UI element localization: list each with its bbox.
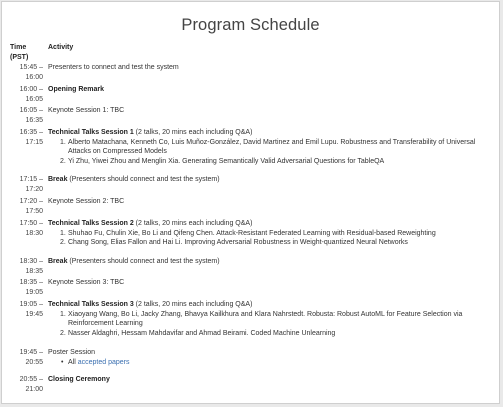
- row-activity: Break (Presenters should connect and test the system): [48, 258, 220, 265]
- accepted-papers-link[interactable]: accepted papers: [77, 358, 130, 366]
- row-activity: Keynote Session 3: TBC: [48, 279, 125, 286]
- column-header-time: Time (PST): [10, 44, 29, 61]
- talk-item: 1. Shuhao Fu, Chulin Xie, Bo Li and Qifeng Chen. Attack-Resistant Federated Learning with Residual-based Reweighting: [60, 229, 436, 237]
- schedule-page: [1, 1, 500, 404]
- row-activity: Presenters to connect and test the system: [48, 64, 179, 71]
- row-time: 17:15 – 17:20: [19, 176, 43, 193]
- talk-list: [48, 229, 493, 248]
- row-activity: Opening Remark: [48, 86, 105, 93]
- row-time: 19:45 – 20:55: [19, 349, 43, 366]
- poster-list-item: • All accepted papers: [61, 358, 130, 366]
- row-activity: Keynote Session 1: TBC: [48, 107, 125, 114]
- talk-item: 1. Alberto Matachana, Kenneth Co, Luis Muñoz-González, David Martinez and Emil Lupu. Robustness and Transferability of Universal Attacks on Compressed Models: [60, 138, 476, 155]
- bullet-dot: •: [61, 358, 64, 366]
- talk-item: 2. Yi Zhu, Yiwei Zhou and Menglin Xia. Generating Semantically Valid Adversarial Questions for TableQA: [60, 157, 385, 165]
- page-title: Program Schedule: [181, 16, 320, 34]
- row-activity: Technical Talks Session 2 (2 talks, 20 mins each including Q&A) 1. Shuhao Fu, Chulin Xie, Bo Li and Qifeng Chen. Attack-Resistant Federated Learning with Residual-based Reweighting 2. Chang Song, Elias Fallon and Hai Li. Improving Adversarial Robustness in Weight-quantized Neural Networks: [48, 219, 493, 248]
- row-activity: Closing Ceremony: [48, 376, 110, 383]
- talk-list: [48, 138, 493, 167]
- row-time: 16:05 – 16:35: [19, 107, 43, 124]
- talk-item: 2. Chang Song, Elias Fallon and Hai Li. Improving Adversarial Robustness in Weight-quantized Neural Networks: [60, 239, 408, 246]
- row-activity: Keynote Session 2: TBC: [48, 198, 125, 205]
- talk-list: [48, 310, 493, 339]
- row-time: 18:30 – 18:35: [19, 258, 43, 275]
- row-time: 15:45 – 16:00: [19, 64, 43, 81]
- row-time: 18:35 – 19:05: [19, 279, 43, 296]
- poster-list: [48, 358, 493, 368]
- talk-item: 2. Nasser Aldaghri, Hessam Mahdavifar and Ahmad Beirami. Coded Machine Unlearning: [60, 329, 336, 337]
- row-time: 19:05 – 19:45: [19, 301, 43, 318]
- talk-item: 1. Xiaoyang Wang, Bo Li, Jacky Zhang, Bhavya Kailkhura and Klara Nahrstedt. Robusta: Robust AutoML for Feature Selection via Reinforcement Learning: [60, 310, 463, 327]
- row-activity: Break (Presenters should connect and test the system): [48, 176, 220, 183]
- row-activity: Technical Talks Session 3 (2 talks, 20 mins each including Q&A) 1. Xiaoyang Wang, Bo Li, Jacky Zhang, Bhavya Kailkhura and Klara Nahrstedt. Robusta: Robust AutoML for Feature Selection via Reinforcement Learning 2. Nasser Aldaghri, Hessam Mahdavifar and Ahmad Beirami. Coded Machine Unlearning: [48, 300, 493, 338]
- row-time: 17:50 – 18:30: [19, 220, 43, 237]
- row-time: 17:20 – 17:50: [19, 198, 43, 215]
- row-activity: Technical Talks Session 1 (2 talks, 20 mins each including Q&A) 1. Alberto Matachana, Kenneth Co, Luis Muñoz-González, David Martinez and Emil Lupu. Robustness and Transferability of Universal Attacks on Compressed Models 2. Yi Zhu, Yiwei Zhou and Menglin Xia. Generating Semantically Valid Adversarial Questions for TableQA: [48, 128, 493, 166]
- row-time: 20:55 – 21:00: [19, 376, 43, 393]
- row-time: 16:00 – 16:05: [19, 86, 43, 103]
- row-activity: Poster Session • All accepted papers: [48, 348, 493, 367]
- row-time: 16:35 – 17:15: [19, 129, 43, 146]
- column-header-activity: Activity: [48, 44, 74, 51]
